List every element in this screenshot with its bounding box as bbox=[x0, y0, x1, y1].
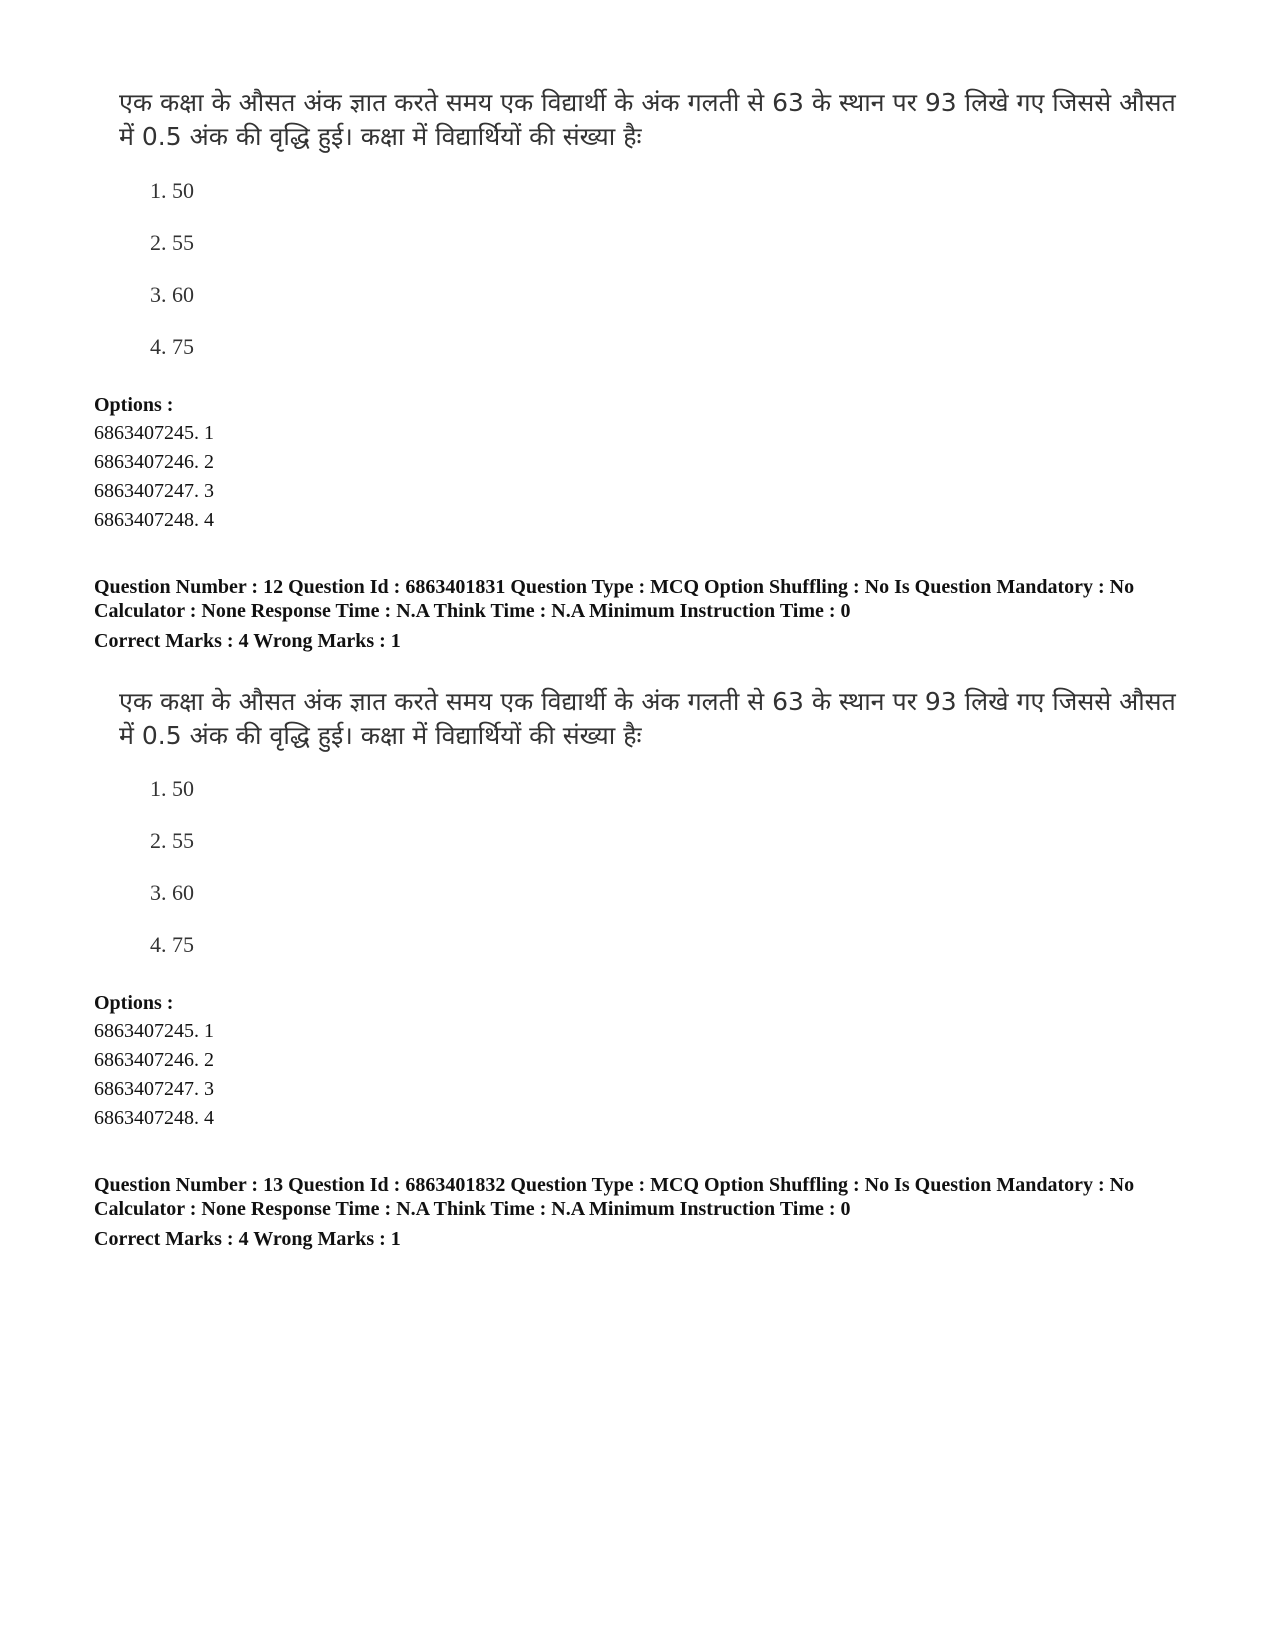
option-line: 6863407246. 2 bbox=[94, 451, 214, 473]
option-line: 6863407248. 4 bbox=[94, 509, 214, 531]
question-meta: Question Number : 13 Question Id : 6863401832 Question Type : MCQ Option Shuffling : No Is Question Mandatory : No Calculator : None Response Time : N.A Think Time : N.A Minimum Instruction Time : 0 bbox=[94, 1174, 1135, 1220]
option-line: 6863407245. 1 bbox=[94, 422, 214, 444]
question-text: एक कक्षा के औसत अंक ज्ञात करते समय एक विद्यार्थी के अंक गलती से 63 के स्थान पर 93 लिखे गए जिससे औसत में 0.5 अंक की वृद्धि हुई। कक्षा में विद्यार्थियों की संख्या हैः bbox=[119, 687, 1176, 750]
options-heading: Options : bbox=[94, 992, 174, 1014]
choice-2: 2. 55 bbox=[150, 828, 194, 853]
choice-3: 3. 60 bbox=[150, 282, 194, 307]
option-line: 6863407245. 1 bbox=[94, 1020, 214, 1042]
choice-1: 1. 50 bbox=[150, 776, 194, 801]
option-line: 6863407248. 4 bbox=[94, 1107, 214, 1129]
options-heading: Options : bbox=[94, 394, 174, 416]
question-meta: Question Number : 12 Question Id : 6863401831 Question Type : MCQ Option Shuffling : No Is Question Mandatory : No Calculator : None Response Time : N.A Think Time : N.A Minimum Instruction Time : 0 bbox=[94, 576, 1135, 622]
option-line: 6863407247. 3 bbox=[94, 480, 214, 502]
option-line: 6863407247. 3 bbox=[94, 1078, 214, 1100]
choice-4: 4. 75 bbox=[150, 932, 194, 957]
question-marks: Correct Marks : 4 Wrong Marks : 1 bbox=[94, 630, 401, 652]
question-text: एक कक्षा के औसत अंक ज्ञात करते समय एक विद्यार्थी के अंक गलती से 63 के स्थान पर 93 लिखे गए जिससे औसत में 0.5 अंक की वृद्धि हुई। कक्षा में विद्यार्थियों की संख्या हैः bbox=[119, 88, 1176, 151]
question-marks: Correct Marks : 4 Wrong Marks : 1 bbox=[94, 1228, 401, 1250]
choice-4: 4. 75 bbox=[150, 334, 194, 359]
option-line: 6863407246. 2 bbox=[94, 1049, 214, 1071]
choice-2: 2. 55 bbox=[150, 230, 194, 255]
choice-1: 1. 50 bbox=[150, 178, 194, 203]
choice-3: 3. 60 bbox=[150, 880, 194, 905]
